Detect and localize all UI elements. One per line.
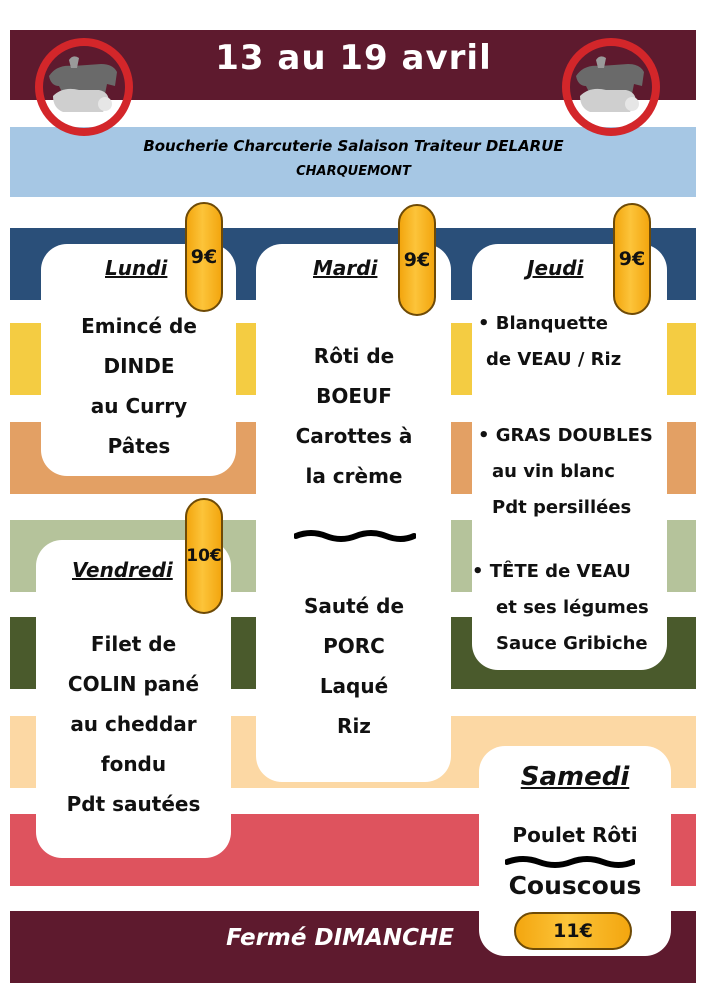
price-jeudi: 9€ bbox=[613, 203, 651, 315]
menu-line: Emincé de bbox=[81, 314, 197, 338]
price-mardi: 9€ bbox=[398, 204, 436, 316]
menu-vendredi bbox=[36, 624, 231, 824]
menu-line: fondu bbox=[100, 752, 167, 776]
menu-line: Carottes à bbox=[295, 424, 413, 448]
price-samedi: 11€ bbox=[514, 912, 632, 950]
wavy-separator bbox=[294, 528, 416, 544]
menu-line: Pdt sautées bbox=[66, 792, 201, 816]
menu-line: Riz bbox=[337, 714, 371, 738]
menu-samedi-2: Couscous bbox=[508, 871, 642, 900]
closed-notice: Fermé DIMANCHE bbox=[226, 925, 454, 951]
menu-line: • Blanquette bbox=[478, 313, 608, 334]
menu-line: Rôti de bbox=[313, 344, 395, 368]
menu-jeudi-item-2 bbox=[478, 418, 668, 526]
menu-line: DINDE bbox=[103, 354, 175, 378]
farm-animals-logo-icon bbox=[35, 38, 133, 136]
menu-mardi-2 bbox=[258, 586, 450, 746]
menu-line: • GRAS DOUBLES bbox=[478, 425, 653, 446]
price-lundi: 9€ bbox=[185, 202, 223, 312]
menu-line: au cheddar bbox=[70, 712, 197, 736]
price-vendredi: 10€ bbox=[185, 498, 223, 614]
menu-line: BOEUF bbox=[316, 384, 392, 408]
menu-line: de VEAU / Riz bbox=[486, 349, 622, 370]
menu-mardi-1 bbox=[258, 336, 450, 496]
menu-line: COLIN pané bbox=[67, 672, 200, 696]
menu-samedi-1: Poulet Rôti bbox=[512, 823, 638, 847]
menu-line: • TÊTE de VEAU bbox=[472, 561, 631, 582]
menu-line: au vin blanc bbox=[492, 461, 615, 482]
page-title: 13 au 19 avril bbox=[215, 38, 492, 78]
day-vendredi: Vendredi bbox=[72, 558, 173, 582]
farm-animals-logo-icon bbox=[562, 38, 660, 136]
menu-line: Filet de bbox=[90, 632, 177, 656]
menu-line: Sauce Gribiche bbox=[496, 633, 648, 654]
menu-line: Laqué bbox=[319, 674, 389, 698]
day-samedi: Samedi bbox=[520, 762, 630, 792]
menu-jeudi-item-1 bbox=[478, 306, 668, 378]
menu-line: Pâtes bbox=[107, 434, 171, 458]
shop-town: CHARQUEMONT bbox=[296, 164, 411, 179]
menu-line: et ses légumes bbox=[496, 597, 649, 618]
menu-line: au Curry bbox=[90, 394, 188, 418]
menu-line: Sauté de bbox=[303, 594, 405, 618]
shop-name: Boucherie Charcuterie Salaison Traiteur DELARUE bbox=[143, 137, 564, 155]
day-mardi: Mardi bbox=[313, 256, 378, 280]
menu-line: la crème bbox=[305, 464, 403, 488]
menu-jeudi-item-3 bbox=[472, 554, 668, 662]
menu-line: Pdt persillées bbox=[492, 497, 632, 518]
menu-lundi bbox=[44, 306, 234, 466]
menu-line: PORC bbox=[323, 634, 385, 658]
day-jeudi: Jeudi bbox=[527, 256, 584, 280]
day-lundi: Lundi bbox=[105, 256, 168, 280]
